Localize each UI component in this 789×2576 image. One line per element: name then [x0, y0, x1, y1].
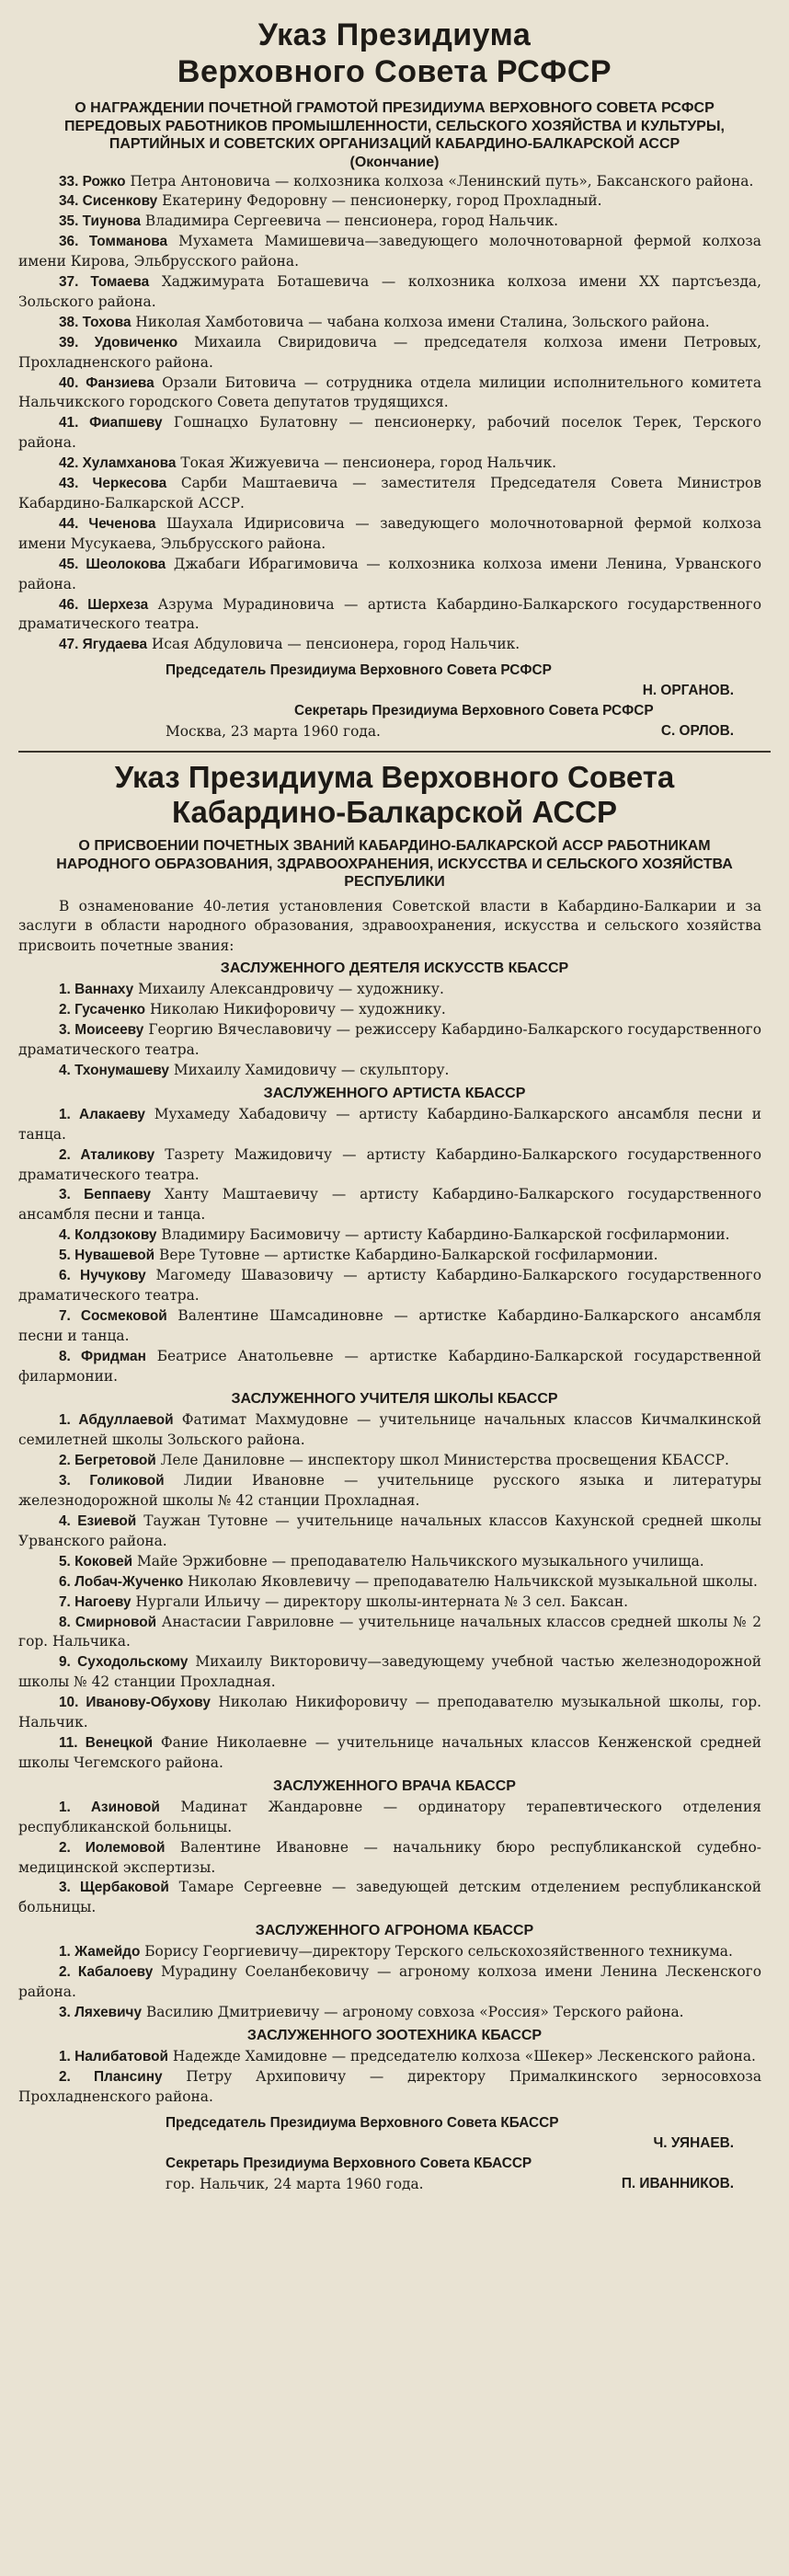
decree2-place-date: гор. Нальчик, 24 марта 1960 года. — [166, 2175, 424, 2192]
list-item — [18, 1572, 761, 1593]
decree-kbassr — [18, 760, 771, 2193]
list-item — [18, 980, 761, 1000]
decree1-secretary — [18, 721, 771, 742]
person-name: 36. Томманова — [59, 234, 168, 250]
list-item — [18, 1693, 761, 1733]
decree1-secretary-role: Секретарь Президиума Верховного Совета РСФСР — [294, 703, 654, 719]
decree1-chairman — [18, 661, 771, 681]
person-name: 35. Тиунова — [59, 213, 142, 230]
decree1-note: (Окончание) — [349, 154, 440, 170]
person-details: Орзали Битовича — сотрудника отдела милиции исполнительного комитета Нальчикского городского Совета депутатов трудящихся. — [18, 374, 761, 411]
decree2-chairman-name: Ч. УЯНАЕВ. — [653, 2134, 734, 2151]
list-item — [18, 172, 761, 192]
person-details: Магомеду Шавазовичу — артисту Кабардино-Балкарского государственного драматического театра. — [18, 1267, 761, 1304]
list-item — [18, 1020, 761, 1061]
title-section — [18, 2025, 771, 2108]
person-name: 2. Плансину — [59, 2068, 163, 2085]
decree2-title-line1: Указ Президиума Верховного Совета — [114, 760, 675, 795]
person-details: Николаю Никифоровичу — преподавателю музыкальной школы, гор. Нальчик. — [18, 1694, 761, 1731]
list-item — [18, 1471, 761, 1512]
person-details: Николая Хамботовича — чабана колхоза имени Сталина, Зольского района. — [131, 313, 710, 330]
decree2-chairman-role: Председатель Президиума Верховного Совета КБАССР — [166, 2114, 559, 2131]
list-item — [18, 1733, 761, 1774]
list-item — [18, 2067, 761, 2108]
person-details: Мухамета Мамишевича—заведующего молочнотоварной фермой колхоза имени Кирова, Эльбрусского района. — [18, 233, 761, 270]
person-name: 2. Иолемовой — [59, 1839, 166, 1856]
person-name: 3. Голиковой — [59, 1473, 165, 1489]
list-item — [18, 1798, 761, 1838]
title-section — [18, 1388, 771, 1773]
person-details: Токая Жижуевича — пенсионера, город Нальчик. — [176, 454, 557, 472]
section-heading: ЗАСЛУЖЕННОГО ВРАЧА КБАССР — [273, 1777, 516, 1794]
person-details: Владимиру Басимовичу — артисту Кабардино-Балкарской госфилармонии. — [156, 1226, 730, 1244]
person-details: Мухамеду Хабадовичу — артисту Кабардино-Балкарского ансамбля песни и танца. — [18, 1105, 761, 1143]
list-item — [18, 374, 761, 414]
person-details: Екатерину Федоровну — пенсионерку, город Прохладный. — [157, 192, 602, 210]
decree1-title-line1: Указ Президиума — [257, 17, 532, 52]
person-details: Хаджимурата Боташевича — колхозника колхоза имени XX партсъезда, Зольского района. — [18, 273, 762, 310]
person-details: Джабаги Ибрагимовича — колхозника колхоза имени Ленина, Урванского района. — [18, 555, 761, 592]
person-details: Михаила Свиридовича — председателя колхоза имени Петровых, Прохладненского района. — [18, 333, 761, 371]
person-details: Петру Архиповичу — директору Прималкинского зерносовхоза Прохладненского района. — [18, 2067, 761, 2105]
list-item — [18, 1451, 761, 1471]
person-name: 43. Черкесова — [59, 476, 167, 492]
section-heading: ЗАСЛУЖЕННОГО ЗООТЕХНИКА КБАССР — [246, 2027, 543, 2043]
person-name: 47. Ягудаева — [59, 637, 148, 653]
list-item — [18, 232, 761, 272]
list-item — [18, 1185, 761, 1225]
section-entries — [18, 1410, 761, 1773]
title-section — [18, 958, 771, 1081]
section-entries — [18, 1105, 761, 1387]
person-name: 6. Нучукову — [59, 1268, 146, 1284]
decree2-secretary-name: П. ИВАННИКОВ. — [621, 2175, 734, 2191]
section-entries — [18, 1942, 761, 2023]
list-item — [18, 2003, 761, 2023]
person-name: 4. Колдзокову — [59, 1227, 157, 1244]
list-item — [18, 1266, 761, 1306]
list-item — [18, 212, 761, 232]
person-details: Николаю Никифоровичу — художнику. — [145, 1001, 446, 1018]
person-details: Шаухала Идирисовича — заведующего молочнотоварной фермой колхоза имени Мусукаева, Эльбрусского района. — [18, 514, 761, 552]
list-item — [18, 595, 761, 636]
list-item — [18, 1225, 761, 1246]
person-name: 8. Смирновой — [59, 1614, 157, 1630]
person-details: Леле Даниловне — инспектору школ Министерства просвещения КБАССР. — [155, 1452, 729, 1469]
person-details: Анастасии Гавриловне — учительнице начальных классов средней школы № 2 гор. Нальчика. — [18, 1613, 761, 1650]
person-name: 9. Суходольскому — [59, 1654, 189, 1671]
person-name: 34. Сисенкову — [59, 193, 158, 210]
person-details: Мадинат Жандаровне — ординатору терапевтического отделения республиканской больницы. — [18, 1798, 761, 1835]
person-details: Михаилу Александровичу — художнику. — [133, 981, 444, 998]
person-details: Беатрисе Анатольевне — артистке Кабардино-Балкарской государственной филармонии. — [18, 1347, 761, 1385]
person-details: Вере Тутовне — артистке Кабардино-Балкарской госфилармонии. — [154, 1247, 658, 1264]
person-name: 5. Нувашевой — [59, 1248, 155, 1264]
list-item — [18, 1878, 761, 1918]
person-name: 6. Лобач-Жученко — [59, 1573, 184, 1590]
person-name: 10. Иванову-Обухову — [59, 1695, 211, 1711]
decree1-subtitle: О НАГРАЖДЕНИИ ПОЧЕТНОЙ ГРАМОТОЙ ПРЕЗИДИУМА ВЕРХОВНОГО СОВЕТА РСФСР ПЕРЕДОВЫХ РАБОТНИКОВ ПРОМЫШЛЕННОСТИ, СЕЛЬСКОГО ХОЗЯЙСТВА И КУЛЬТУРЫ, ПАРТИЙНЫХ И СОВЕТСКИХ ОРГАНИЗАЦИЙ КАБАРДИНО-БАЛКАРСКОЙ АССР — [64, 100, 725, 152]
person-details: Петра Антоновича — колхозника колхоза «Ленинский путь», Баксанского района. — [125, 172, 754, 190]
person-details: Фание Николаевне — учительнице начальных классов Кенженской средней школы Чегемского района. — [18, 1733, 761, 1771]
person-name: 2. Бегретовой — [59, 1453, 156, 1469]
person-name: 45. Шеолокова — [59, 556, 166, 572]
list-item — [18, 191, 761, 212]
list-item — [18, 2047, 761, 2067]
person-name: 2. Кабалоеву — [59, 1964, 154, 1981]
person-details: Ханту Маштаевичу — артисту Кабардино-Балкарского государственного ансамбля песни и танца. — [18, 1186, 761, 1224]
decree1-title-line2: Верховного Совета РСФСР — [177, 54, 612, 89]
person-details: Михаилу Викторовичу—заведующему учебной частью железнодорожной школы № 42 станции Прохладная. — [18, 1653, 762, 1691]
section-entries — [18, 1798, 761, 1918]
person-details: Надежде Хамидовне — председателю колхоза «Шекер» Лескенского района. — [167, 2047, 756, 2064]
list-item — [18, 1246, 761, 1266]
person-name: 46. Шерхеза — [59, 596, 149, 613]
decree1-entries — [18, 172, 761, 656]
list-item — [18, 1552, 761, 1572]
list-item — [18, 635, 761, 655]
list-item — [18, 1306, 761, 1347]
list-item — [18, 413, 761, 454]
person-details: Исая Абдуловича — пенсионера, город Нальчик. — [147, 636, 520, 653]
decree1-chairman-role: Председатель Президиума Верховного Совета РСФСР — [166, 662, 552, 679]
list-item — [18, 1105, 761, 1145]
list-item — [18, 1652, 761, 1693]
list-item — [18, 333, 761, 374]
decree-rsfsr — [18, 0, 771, 742]
person-name: 1. Ваннаху — [59, 982, 134, 998]
person-name: 3. Беппаеву — [59, 1187, 152, 1203]
person-name: 1. Алакаеву — [59, 1106, 145, 1122]
person-name: 37. Томаева — [59, 274, 150, 291]
person-name: 7. Сосмековой — [59, 1307, 167, 1324]
person-name: 44. Чеченова — [59, 515, 156, 532]
section-entries — [18, 2047, 761, 2108]
person-name: 7. Нагоеву — [59, 1593, 132, 1610]
title-section — [18, 1083, 771, 1387]
person-name: 11. Венецкой — [59, 1734, 154, 1751]
person-details: Георгию Вячеславовичу — режиссеру Кабардино-Балкарского государственного драматического театра. — [18, 1021, 761, 1058]
person-details: Борису Георгиевичу—директору Терского сельскохозяйственного техникума. — [140, 1943, 733, 1961]
list-item — [18, 1613, 761, 1653]
list-item — [18, 1061, 761, 1081]
decree2-subtitle: О ПРИСВОЕНИИ ПОЧЕТНЫХ ЗВАНИЙ КАБАРДИНО-БАЛКАРСКОЙ АССР РАБОТНИКАМ НАРОДНОГО ОБРАЗОВАНИЯ, ЗДРАВООХРАНЕНИЯ, ИСКУССТВА И СЕЛЬСКОГО ХОЗЯЙСТВА РЕСПУБЛИКИ — [56, 838, 733, 891]
person-name: 1. Налибатовой — [59, 2048, 168, 2064]
person-name: 38. Тохова — [59, 314, 132, 330]
person-name: 33. Рожко — [59, 173, 126, 190]
person-details: Михаилу Хамидовичу — скульптору. — [168, 1061, 450, 1078]
list-item — [18, 474, 761, 514]
person-name: 8. Фридман — [59, 1348, 146, 1364]
person-details: Владимира Сергеевича — пенсионера, город Нальчик. — [141, 213, 558, 230]
person-details: Гошнацхо Булатовну — пенсионерку, рабочий поселок Терек, Терского района. — [18, 414, 761, 452]
title-section — [18, 1776, 771, 1918]
list-item — [18, 1593, 761, 1613]
person-details: Фатимат Махмудовне — учительнице начальных классов Кичмалкинской семилетней школы Зольского района. — [18, 1411, 761, 1449]
person-name: 1. Азиновой — [59, 1799, 160, 1815]
list-item — [18, 1962, 761, 2003]
list-item — [18, 1410, 761, 1451]
section-heading: ЗАСЛУЖЕННОГО АРТИСТА КБАССР — [263, 1085, 526, 1101]
person-details: Василию Дмитриевичу — агроному совхоза «Россия» Терского района. — [142, 2003, 684, 2020]
list-item — [18, 1000, 761, 1020]
person-name: 39. Удовиченко — [59, 334, 178, 351]
person-details: Николаю Яковлевичу — преподавателю Нальчикской музыкальной школы. — [183, 1572, 758, 1590]
person-name: 4. Тхонумашеву — [59, 1062, 169, 1078]
person-details: Валентине Ивановне — начальнику бюро республиканской судебно-медицинской экспертизы. — [18, 1838, 761, 1876]
person-name: 42. Хуламханова — [59, 455, 177, 472]
section-heading: ЗАСЛУЖЕННОГО АГРОНОМА КБАССР — [255, 1923, 534, 1939]
person-name: 40. Фанзиева — [59, 374, 154, 391]
title-section — [18, 1920, 771, 2023]
person-details: Лидии Ивановне — учительнице русского языка и литературы железнодорожной школы № 42 станции Прохладная. — [18, 1472, 761, 1510]
person-name: 41. Фиапшеву — [59, 415, 163, 431]
decree2-title-line2: Кабардино-Балкарской АССР — [171, 795, 618, 830]
decree1-secretary-name: С. ОРЛОВ. — [660, 723, 734, 740]
decree2-secretary-role: Секретарь Президиума Верховного Совета КБАССР — [166, 2155, 532, 2171]
list-item — [18, 1512, 761, 1552]
person-details: Тазрету Мажидовичу — артисту Кабардино-Балкарского государственного драматического театра. — [18, 1145, 761, 1183]
list-item — [18, 272, 761, 313]
person-name: 3. Щербаковой — [59, 1880, 169, 1896]
person-name: 4. Езиевой — [59, 1513, 137, 1529]
decree2-preamble: В ознаменование 40-летия установления Советской власти в Кабардино-Балкарии и за заслуги в области народного образования, здравоохранения, искусства и сельского хозяйства присвоить почетные звания: — [18, 897, 761, 954]
list-item — [18, 313, 761, 333]
person-name: 2. Гусаченко — [59, 1002, 146, 1018]
list-item — [18, 555, 761, 595]
list-item — [18, 1838, 761, 1879]
list-item — [18, 1347, 761, 1387]
person-name: 5. Коковей — [59, 1553, 133, 1570]
decree2-sections — [18, 958, 771, 2107]
section-entries — [18, 980, 761, 1081]
person-details: Нургали Ильичу — директору школы-интерната № 3 сел. Баксан. — [131, 1593, 629, 1610]
person-name: 3. Моисееву — [59, 1022, 144, 1039]
decree1-place-date: Москва, 23 марта 1960 года. — [166, 723, 381, 741]
person-name: 3. Ляхевичу — [59, 2004, 143, 2020]
person-details: Таужан Тутовне — учительнице начальных классов Кахунской средней школы Урванского района. — [18, 1512, 761, 1549]
decree1-chairman-name: Н. ОРГАНОВ. — [642, 683, 734, 699]
person-details: Мурадину Соеланбековичу — агроному колхоза имени Ленина Лескенского района. — [18, 1963, 761, 2001]
person-details: Сарби Маштаевича — заместителя Председателя Совета Министров Кабардино-Балкарской АССР. — [18, 475, 761, 512]
person-details: Валентине Шамсадиновне — артистке Кабардино-Балкарского ансамбля песни и танца. — [18, 1306, 761, 1344]
list-item — [18, 1145, 761, 1186]
section-heading: ЗАСЛУЖЕННОГО УЧИТЕЛЯ ШКОЛЫ КБАССР — [231, 1391, 558, 1408]
list-item — [18, 514, 761, 555]
person-name: 1. Жамейдо — [59, 1944, 141, 1961]
list-item — [18, 454, 761, 474]
person-name: 1. Абдуллаевой — [59, 1412, 174, 1429]
section-heading: ЗАСЛУЖЕННОГО ДЕЯТЕЛЯ ИСКУССТВ КБАССР — [220, 960, 569, 977]
divider — [18, 751, 771, 753]
person-details: Тамаре Сергеевне — заведующей детским отделением республиканской больницы. — [18, 1879, 761, 1916]
person-details: Азрума Мурадиновича — артиста Кабардино-Балкарского государственного драматического театра. — [18, 595, 761, 633]
list-item — [18, 1942, 761, 1962]
person-details: Майе Эржибовне — преподавателю Нальчикского музыкального училища. — [132, 1552, 704, 1570]
decree2-secretary — [18, 2174, 771, 2194]
person-name: 2. Аталикову — [59, 1146, 155, 1163]
